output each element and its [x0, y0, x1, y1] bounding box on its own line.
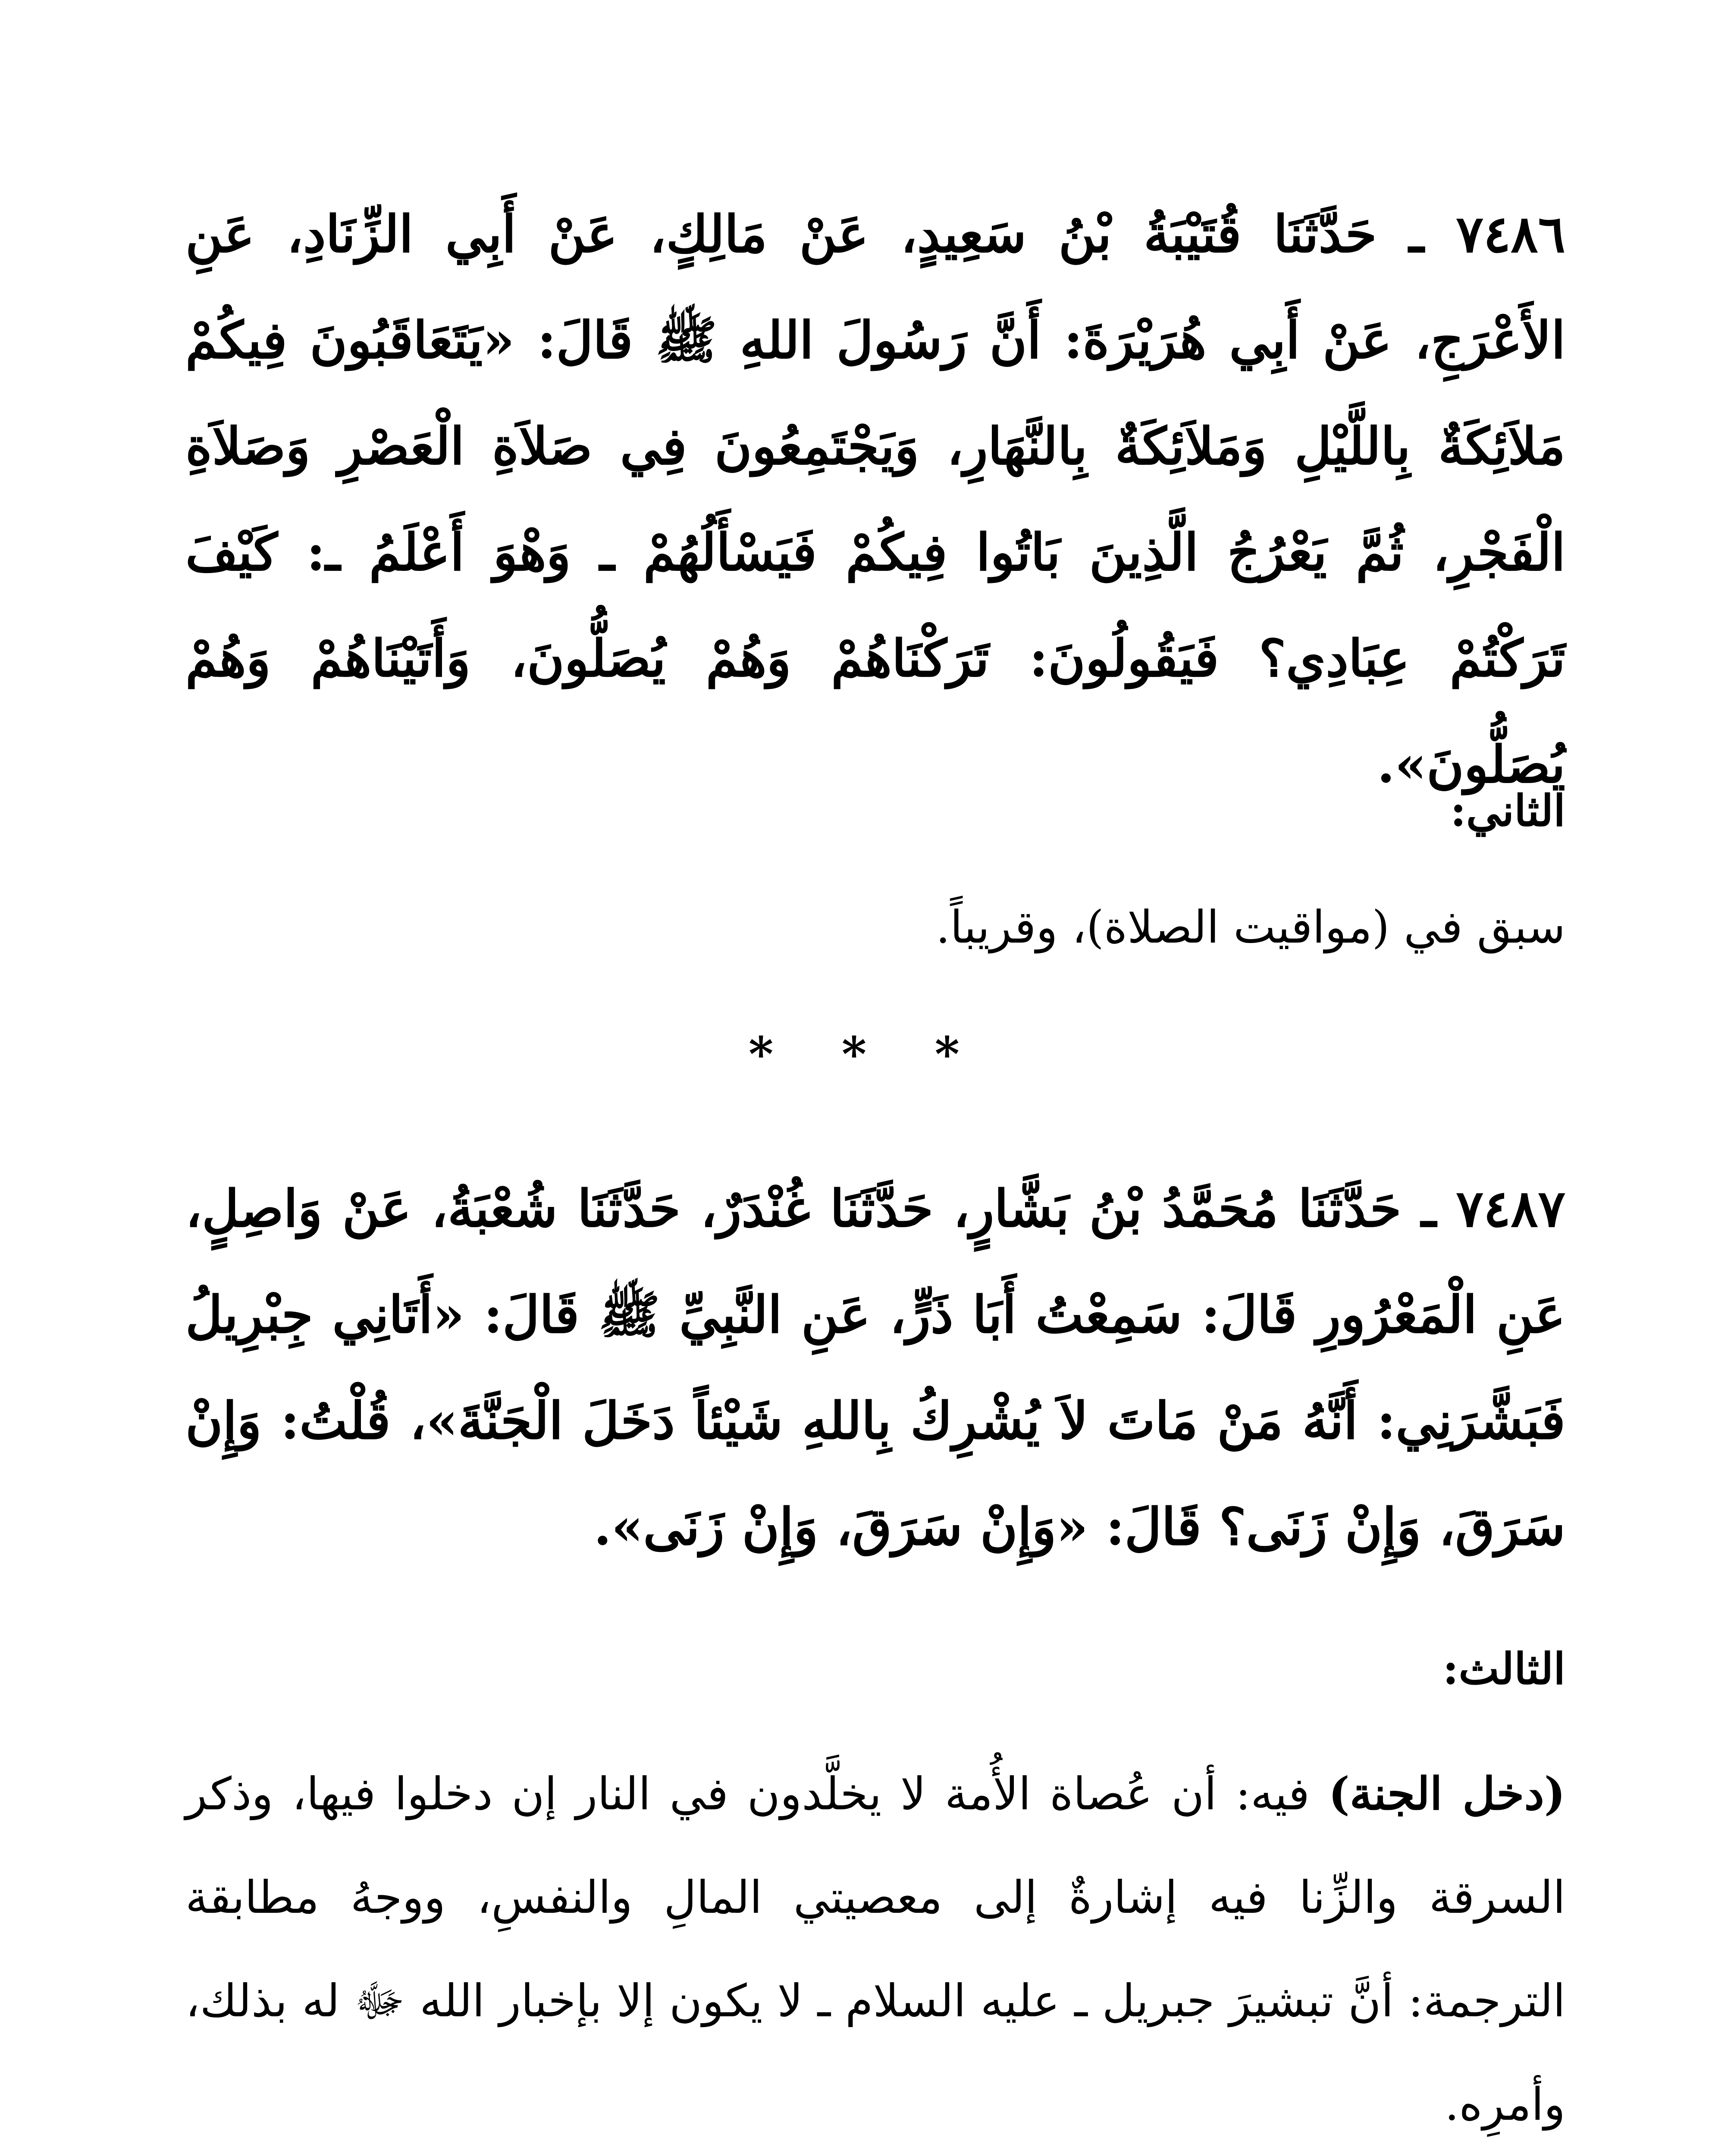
section-second-text: سبق في (مواقيت الصلاة)، وقريباً.: [936, 901, 1565, 953]
section-third-lead-phrase: (دخل الجنة): [1328, 1767, 1565, 1820]
section-third-text: فيه: أن عُصاة الأُمة لا يخلَّدون في النار إن دخلوا فيها، وذكر السرقة والزِّنا فيه إشارةٌ إلى معصيتي المالِ والنفسِ، ووجهُ مطابقة الترجمة: أنَّ تبشيرَ جبريل ـ عليه السلام ـ لا يكون إلا بإخبار الله ﷻ له بذلك، وأمرِه.: [185, 1767, 1565, 2131]
section-third-heading: الثالث:: [1442, 1643, 1565, 1694]
section-second-heading: الثاني:: [1450, 785, 1565, 836]
section-separator-stars: * * *: [748, 1026, 986, 1082]
hadith-7486-paragraph: ٧٤٨٦ ـ حَدَّثَنَا قُتَيْبَةُ بْنُ سَعِيدٍ، عَنْ مَالِكٍ، عَنْ أَبِي الزِّنَادِ، عَنِ الأَعْرَجِ، عَنْ أَبِي هُرَيْرَةَ: أَنَّ رَسُولَ اللهِ ﷺ قَالَ: «يَتَعَاقَبُونَ فِيكُمْ مَلاَئِكَةٌ بِاللَّيْلِ وَمَلاَئِكَةٌ بِالنَّهَارِ، وَيَجْتَمِعُونَ فِي صَلاَةِ الْعَصْرِ وَصَلاَةِ الْفَجْرِ، ثُمَّ يَعْرُجُ الَّذِينَ بَاتُوا فِيكُمْ فَيَسْأَلُهُمْ ـ وَهْوَ أَعْلَمُ ـ: كَيْفَ تَرَكْتُمْ عِبَادِي؟ فَيَقُولُونَ: تَرَكْنَاهُمْ وَهُمْ يُصَلُّونَ، وَأَتَيْنَاهُمْ وَهُمْ يُصَلُّونَ».: [185, 204, 1565, 794]
hadith-7487-paragraph: ٧٤٨٧ ـ حَدَّثَنَا مُحَمَّدُ بْنُ بَشَّارٍ، حَدَّثَنَا غُنْدَرٌ، حَدَّثَنَا شُعْبَةُ، عَنْ وَاصِلٍ، عَنِ الْمَعْرُورِ قَالَ: سَمِعْتُ أَبَا ذَرٍّ، عَنِ النَّبِيِّ ﷺ قَالَ: «أَتَانِي جِبْرِيلُ فَبَشَّرَنِي: أَنَّهُ مَنْ مَاتَ لاَ يُشْرِكُ بِاللهِ شَيْئاً دَخَلَ الْجَنَّةَ»، قُلْتُ: وَإِنْ سَرَقَ، وَإِنْ زَنَى؟ قَالَ: «وَإِنْ سَرَقَ، وَإِنْ زَنَى».: [185, 1178, 1566, 1557]
section-third-paragraph: [185, 1742, 1565, 2156]
